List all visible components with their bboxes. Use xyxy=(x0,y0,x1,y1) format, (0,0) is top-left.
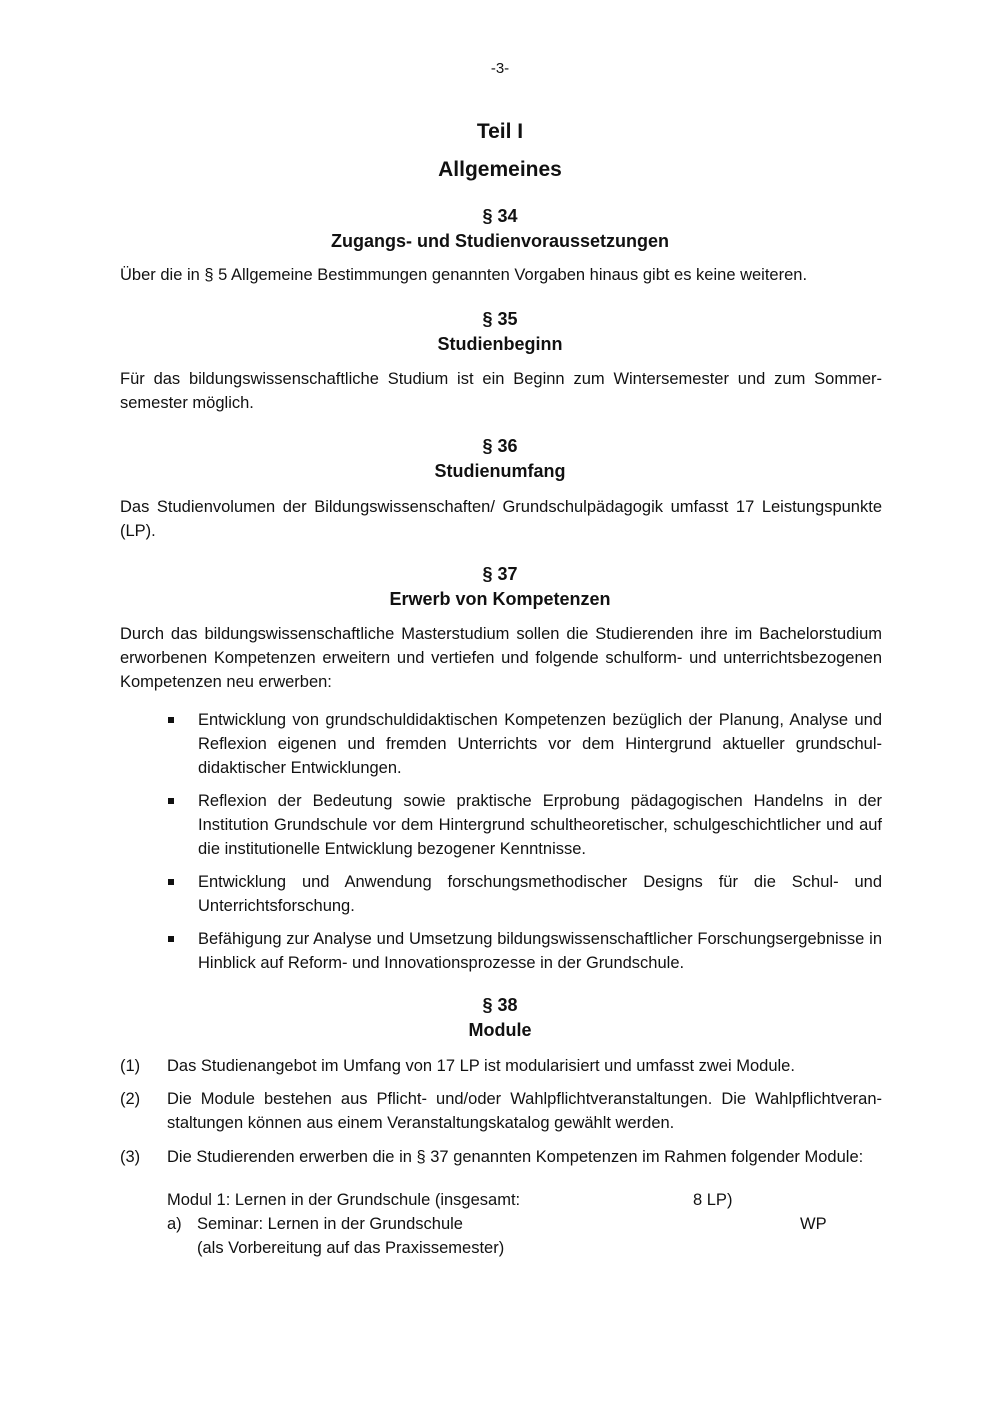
bullet-square-icon xyxy=(168,879,174,885)
modul-1-item-a-label: a) xyxy=(167,1215,182,1233)
section-35-number: § 35 xyxy=(482,309,518,329)
modul-1-name: Modul 1: Lernen in der Grundschule (insgesamt: xyxy=(167,1191,521,1209)
part-subtitle: Allgemeines xyxy=(438,158,562,181)
bullet-square-icon xyxy=(168,717,174,723)
list-item: Entwicklung von grundschuldidaktischen Kompetenzen bezüglich der Planung, Analyse und Reflexion eigenen und fremden Unterrichts vor dem Hintergrund aktueller grundschul-didaktischer Entwicklungen. xyxy=(165,708,882,780)
section-34-text: Über die in § 5 Allgemeine Bestimmungen genannten Vorgaben hinaus gibt es keine weiteren. xyxy=(120,266,808,284)
section-37-number: § 37 xyxy=(482,564,518,584)
section-35-title: Studienbeginn xyxy=(437,334,563,354)
modul-1-item-a-title: Seminar: Lernen in der Grundschule xyxy=(197,1215,463,1233)
section-34-title: Zugangs- und Studienvoraussetzungen xyxy=(330,231,669,251)
list-item: Entwicklung und Anwendung forschungsmethodischer Designs für die Schul- und Unterrichtsforschung. xyxy=(165,870,882,918)
section-37-intro: Durch das bildungswissenschaftliche Masterstudium sollen die Studierenden ihre im Bachelorstudium erworbenen Kompetenzen erweitern und vertiefen und folgende schulform- und unterrichtsbezogenen Kompetenzen neu erwerben: xyxy=(120,625,882,691)
modul-1-item-a-type: WP xyxy=(800,1215,827,1233)
section-37-title: Erwerb von Kompetenzen xyxy=(389,589,611,609)
section-35-text: Für das bildungswissenschaftliche Studium ist ein Beginn zum Wintersemester und zum Sommer-semester möglich. xyxy=(120,370,882,412)
section-36-text: Das Studienvolumen der Bildungswissenschaften/ Grundschulpädagogik umfasst 17 Leistungspunkte (LP). xyxy=(120,498,882,540)
modul-1-item-a-note: (als Vorbereitung auf das Praxissemester) xyxy=(197,1239,505,1257)
bullet-square-icon xyxy=(168,798,174,804)
numbered-item-1: (1) Das Studienangebot im Umfang von 17 LP ist modularisiert und umfasst zwei Module. xyxy=(120,1057,795,1075)
page-number: -3- xyxy=(490,60,510,77)
part-title: Teil I xyxy=(476,120,524,143)
section-36-title: Studienumfang xyxy=(434,461,566,481)
section-38-title: Module xyxy=(468,1020,532,1040)
list-item: Befähigung zur Analyse und Umsetzung bildungswissenschaftlicher Forschungsergebnisse in Hinblick auf Reform- und Innovationsprozesse in der Grundschule. xyxy=(165,927,882,975)
numbered-item-2: (2) Die Module bestehen aus Pflicht- und/oder Wahlpflichtveranstaltungen. Die Wahlpflichtveran-staltungen können aus einem Veranstaltungskatalog gewählt werden. xyxy=(120,1090,882,1132)
list-item: Reflexion der Bedeutung sowie praktische Erprobung pädagogischen Handelns in der Institution Grundschule vor dem Hintergrund schultheoretischer, schulgeschichtlicher und auf die institutionelle Entwicklung bezogener Kenntnisse. xyxy=(165,789,882,861)
section-34-number: § 34 xyxy=(482,206,518,226)
section-38-number: § 38 xyxy=(482,995,518,1015)
bullet-square-icon xyxy=(168,936,174,942)
numbered-item-3: (3) Die Studierenden erwerben die in § 37 genannten Kompetenzen im Rahmen folgender Module: xyxy=(120,1148,864,1166)
section-36-number: § 36 xyxy=(482,436,518,456)
modul-1-lp: 8 LP) xyxy=(693,1191,733,1209)
